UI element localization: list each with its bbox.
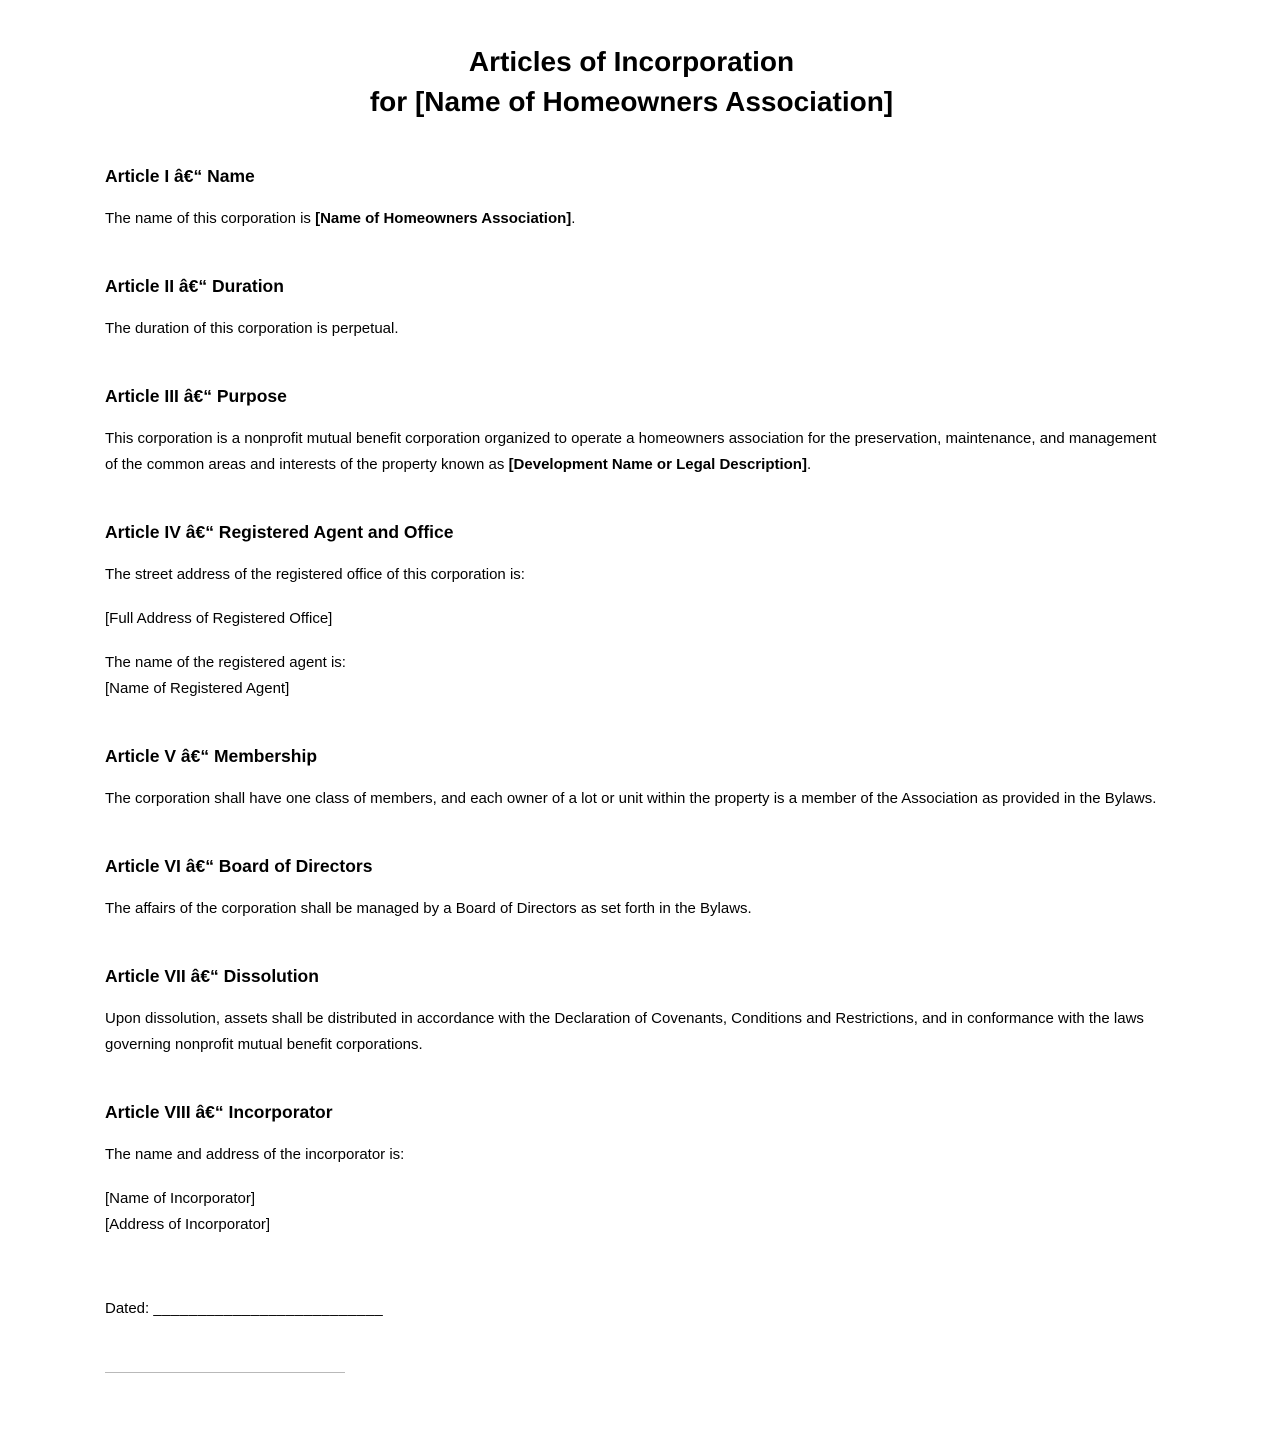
development-name-placeholder: [Development Name or Legal Description] (508, 456, 807, 473)
article-iii-text-suffix: . (806, 456, 812, 473)
article-viii-heading: Article VIII â€“ Incorporator (105, 1102, 333, 1122)
dated-label: Dated: (105, 1300, 154, 1317)
article-iii-heading: Article III â€“ Purpose (105, 386, 287, 406)
article-i-heading: Article I â€“ Name (105, 166, 255, 186)
document-page (105, 0, 1158, 1433)
article-viii-paragraph-2 (105, 1186, 1158, 1238)
registered-office-placeholder: [Full Address of Registered Office] (105, 610, 333, 627)
article-iii-text: This corporation is a nonprofit mutual benefit corporation organized to operate a homeowners association for the preservation, maintenance, and management of the common areas and interests of the property known as (105, 430, 1157, 473)
bottom-divider (105, 1372, 345, 1373)
registered-agent-label: The name of the registered agent is: (105, 654, 346, 671)
section-article-vi (105, 854, 1158, 922)
document-title (105, 42, 1158, 122)
article-i-text-suffix: . (571, 210, 576, 227)
dated-block (105, 1296, 1158, 1322)
article-vii-heading: Article VII â€“ Dissolution (105, 966, 319, 986)
document-title-line2: for [Name of Homeowners Association] (369, 86, 894, 117)
article-vii-paragraph: Upon dissolution, assets shall be distributed in accordance with the Declaration of Covenants, Conditions and Restrictions, and in conformance with the laws governing nonprofit mutual benefit corporations. (105, 1010, 1144, 1053)
article-i-paragraph (105, 206, 1158, 232)
article-v-paragraph: The corporation shall have one class of members, and each owner of a lot or unit within the property is a member of the Association as provided in the Bylaws. (105, 790, 1157, 807)
article-ii-paragraph: The duration of this corporation is perpetual. (105, 320, 399, 337)
article-iv-heading: Article IV â€“ Registered Agent and Office (105, 522, 454, 542)
section-article-iv (105, 520, 1158, 702)
article-iii-paragraph (105, 426, 1158, 478)
document-title-line1: Articles of Incorporation (468, 46, 795, 77)
section-article-vii (105, 964, 1158, 1058)
association-name-placeholder: [Name of Homeowners Association] (315, 210, 572, 227)
article-iv-paragraph-1: The street address of the registered office of this corporation is: (105, 566, 525, 583)
section-article-v (105, 744, 1158, 812)
article-ii-heading: Article II â€“ Duration (105, 276, 284, 296)
dated-signature-line: __________________________ (153, 1300, 384, 1317)
registered-agent-placeholder: [Name of Registered Agent] (105, 680, 290, 697)
incorporator-address-placeholder: [Address of Incorporator] (105, 1216, 271, 1233)
section-article-iii (105, 384, 1158, 478)
article-viii-paragraph-1: The name and address of the incorporator is: (105, 1146, 405, 1163)
section-article-ii (105, 274, 1158, 342)
incorporator-name-placeholder: [Name of Incorporator] (105, 1190, 256, 1207)
article-vi-heading: Article VI â€“ Board of Directors (105, 856, 373, 876)
section-article-i (105, 164, 1158, 232)
section-article-viii (105, 1100, 1158, 1238)
article-i-text: The name of this corporation is (105, 210, 316, 227)
article-iv-paragraph-3 (105, 650, 1158, 702)
article-v-heading: Article V â€“ Membership (105, 746, 318, 766)
article-vi-paragraph: The affairs of the corporation shall be managed by a Board of Directors as set forth in the Bylaws. (105, 900, 752, 917)
